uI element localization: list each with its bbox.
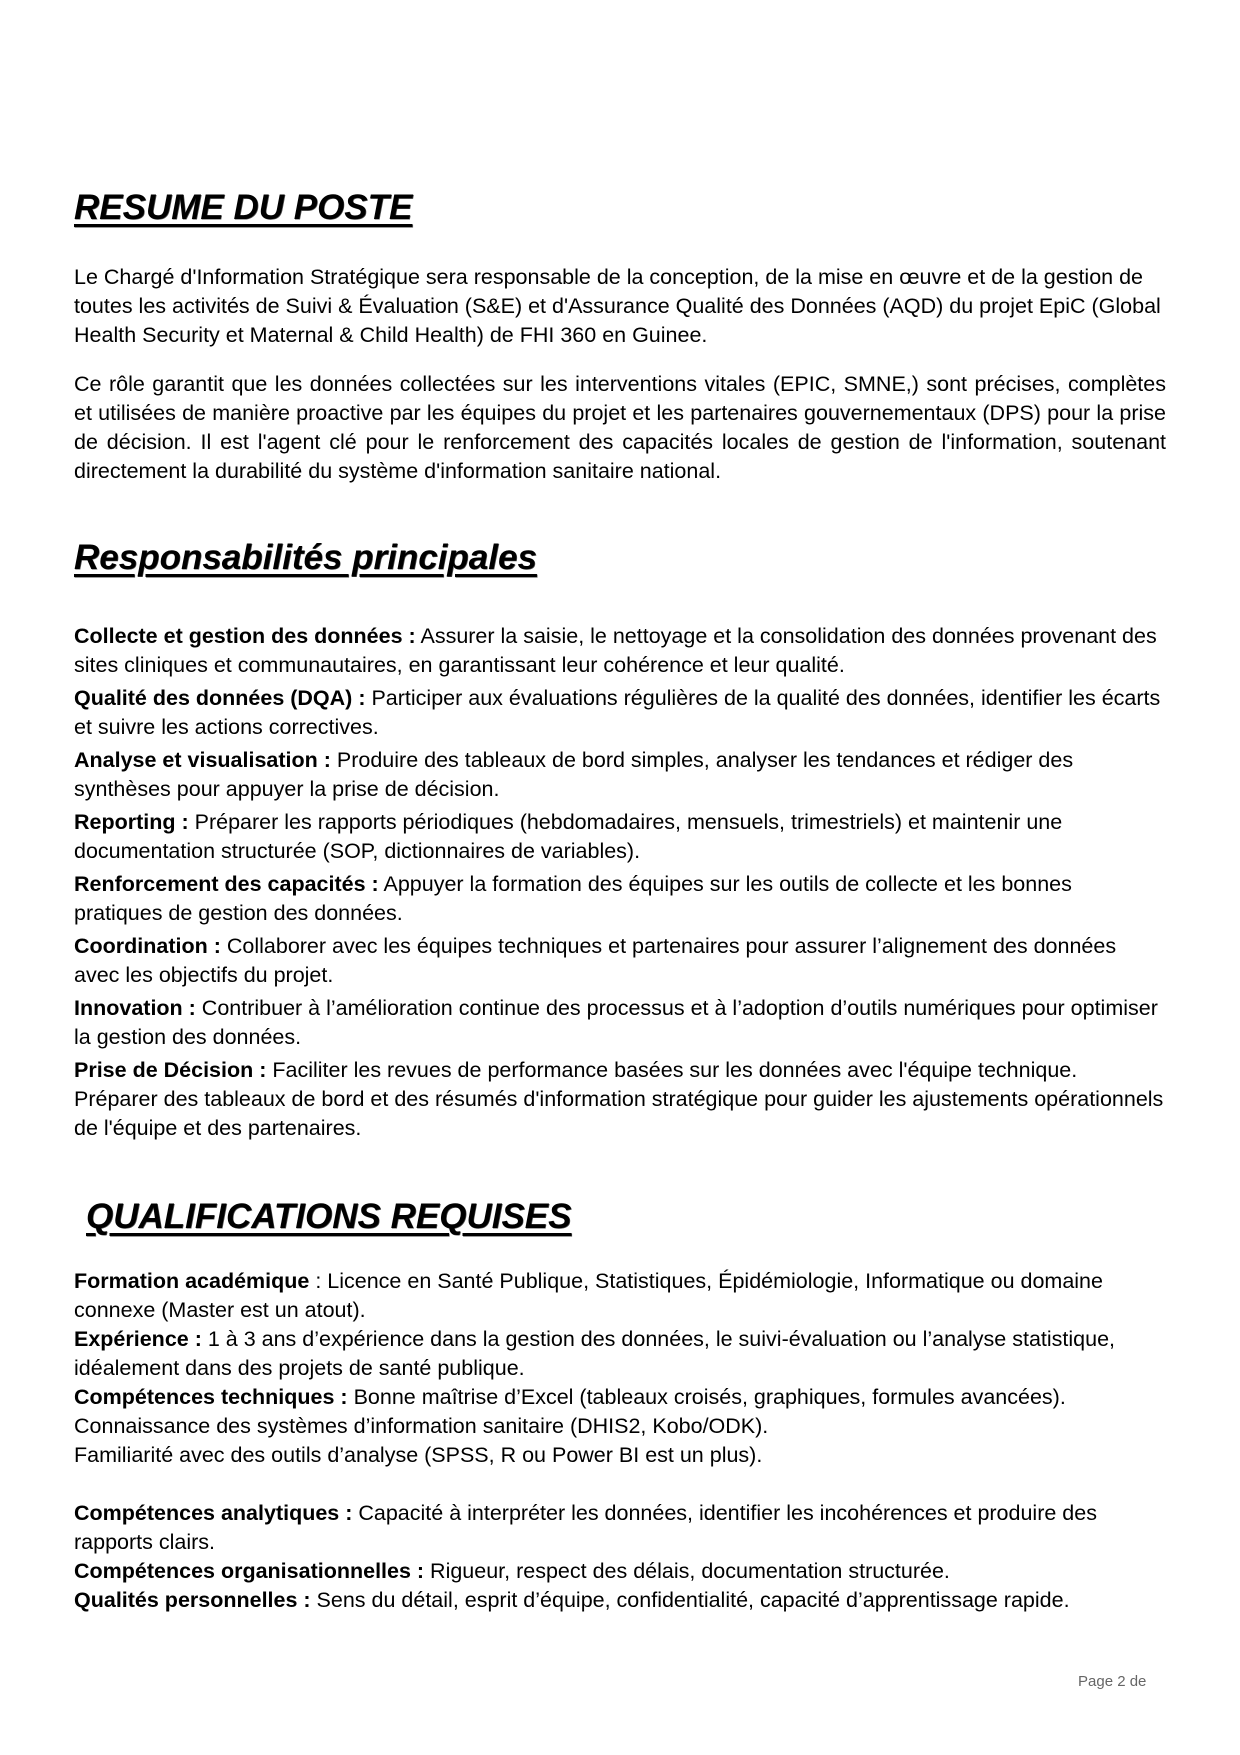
list-item: [74, 1056, 1166, 1143]
item-text: Assurer la saisie, le nettoyage et la consolidation des données provenant des sites cliniques et communautaires, en garantissant leur cohérence et leur qualité.: [74, 624, 1157, 677]
responsibilities-list: [74, 622, 1166, 1147]
item-text: Sens du détail, esprit d’équipe, confidentialité, capacité d’apprentissage rapide.: [310, 1588, 1070, 1612]
item-text: Contribuer à l’amélioration continue des processus et à l’adoption d’outils numériques pour optimiser la gestion des données.: [74, 996, 1158, 1049]
list-item: [74, 1557, 1166, 1586]
qualifications-list: [74, 1267, 1166, 1615]
page-number-footer: Page 2 de: [1078, 1673, 1147, 1690]
item-label: Analyse et visualisation :: [74, 748, 331, 772]
item-label: Qualité des données (DQA) :: [74, 686, 366, 710]
item-text: Bonne maîtrise d’Excel (tableaux croisés, graphiques, formules avancées). Connaissance des systèmes d’information sanitaire (DHIS2, Kobo/ODK).: [74, 1385, 1066, 1438]
item-text: Participer aux évaluations régulières de la qualité des données, identifier les écarts et suivre les actions correctives.: [74, 686, 1161, 739]
item-text: Produire des tableaux de bord simples, analyser les tendances et rédiger des synthèses pour appuyer la prise de décision.: [74, 748, 1074, 801]
item-text: Collaborer avec les équipes techniques et partenaires pour assurer l’alignement des données avec les objectifs du projet.: [74, 934, 1117, 987]
item-text: Appuyer la formation des équipes sur les outils de collecte et les bonnes pratiques de gestion des données.: [74, 872, 1072, 925]
list-item: [74, 994, 1166, 1052]
item-label: Formation académique: [74, 1269, 310, 1293]
list-item: [74, 870, 1166, 928]
list-item: [74, 746, 1166, 804]
section-heading-responsibilities: Responsabilités principales: [74, 538, 537, 577]
item-label: Collecte et gestion des données :: [74, 624, 416, 648]
list-item: [74, 1267, 1166, 1325]
list-item: [74, 1499, 1166, 1557]
list-item: [74, 684, 1166, 742]
list-item: [74, 1586, 1166, 1615]
item-label: Innovation :: [74, 996, 196, 1020]
list-item: [74, 1383, 1166, 1470]
item-label: Compétences analytiques :: [74, 1501, 353, 1525]
item-text: Rigueur, respect des délais, documentation structurée.: [424, 1559, 950, 1583]
list-item: [74, 932, 1166, 990]
section-heading-resume: RESUME DU POSTE: [74, 188, 413, 227]
list-item: [74, 1325, 1166, 1383]
item-label: Compétences techniques :: [74, 1385, 348, 1409]
spacer: [74, 1470, 1166, 1499]
resume-paragraph-2: Ce rôle garantit que les données collectées sur les interventions vitales (EPIC, SMNE,) sont précises, complètes et utilisées de manière proactive par les équipes du projet et les partenaires gouvernementaux (DPS) pour la prise de décision. Il est l'agent clé pour le renforcement des capacités locales de gestion de l'information, soutenant directement la durabilité du système d'information sanitaire national.: [74, 372, 1166, 483]
item-text: : Licence en Santé Publique, Statistiques, Épidémiologie, Informatique ou domaine connexe (Master est un atout).: [74, 1269, 1103, 1322]
item-text: 1 à 3 ans d’expérience dans la gestion des données, le suivi-évaluation ou l’analyse statistique, idéalement dans des projets de santé publique.: [74, 1327, 1116, 1380]
list-item: [74, 808, 1166, 866]
item-label: Reporting :: [74, 810, 189, 834]
item-text: Préparer les rapports périodiques (hebdomadaires, mensuels, trimestriels) et maintenir une documentation structurée (SOP, dictionnaires de variables).: [74, 810, 1063, 863]
item-text: Capacité à interpréter les données, identifier les incohérences et produire des rapports clairs.: [74, 1501, 1097, 1554]
item-label: Qualités personnelles :: [74, 1588, 311, 1612]
item-label: Expérience :: [74, 1327, 202, 1351]
item-label: Coordination :: [74, 934, 221, 958]
item-label: Renforcement des capacités :: [74, 872, 379, 896]
item-text: Faciliter les revues de performance basées sur les données avec l'équipe technique. Préparer des tableaux de bord et des résumés d'information stratégique pour guider les ajustements opérationnels de l'équipe et des partenaires.: [74, 1058, 1164, 1140]
item-label: Compétences organisationnelles :: [74, 1559, 425, 1583]
resume-paragraph-1: Le Chargé d'Information Stratégique sera responsable de la conception, de la mise en œuvre et de la gestion de toutes les activités de Suivi & Évaluation (S&E) et d'Assurance Qualité des Données (AQD) du projet EpiC (Global Health Security et Maternal & Child Health) de FHI 360 en Guinee.: [74, 265, 1161, 347]
item-label: Prise de Décision :: [74, 1058, 267, 1082]
section-heading-qualifications: QUALIFICATIONS REQUISES: [86, 1197, 572, 1236]
item-extra-text: Familiarité avec des outils d’analyse (SPSS, R ou Power BI est un plus).: [74, 1443, 763, 1467]
list-item: [74, 622, 1166, 680]
